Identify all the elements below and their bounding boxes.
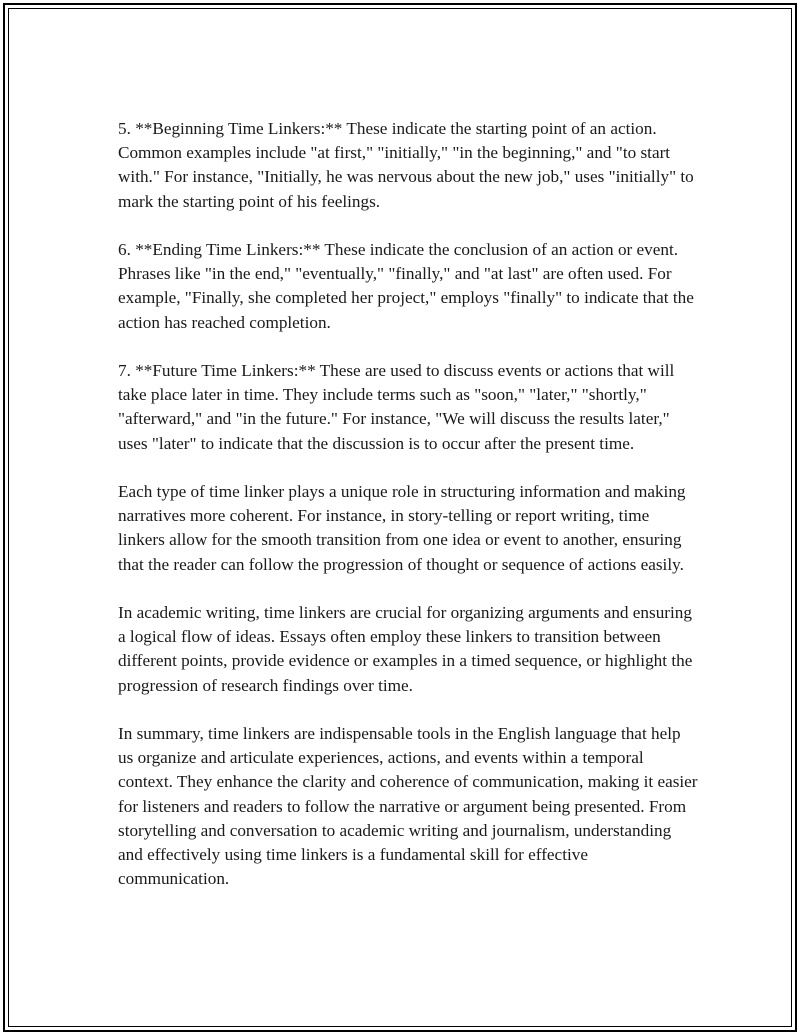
paragraph-summary: In summary, time linkers are indispensable tools in the English language that help us organize and articulate experiences, actions, and events within a temporal context. They enhance the clarity and coherence of communication, making it easier for listeners and readers to follow the narrative or argument being presented. From storytelling and conversation to academic writing and journalism, understanding and effectively using time linkers is a fundamental skill for effective communication. [118, 724, 698, 889]
paragraph-role-of-time-linkers: Each type of time linker plays a unique role in structuring information and making narratives more coherent. For instance, in story-telling or report writing, time linkers allow for the smooth transition from one idea or event to another, ensuring that the reader can follow the progression of thought or sequence of actions easily. [118, 482, 686, 574]
paragraph-ending-time-linkers: 6. **Ending Time Linkers:** These indicate the conclusion of an action or event. Phrases like "in the end," "eventually," "finally," and "at last" are often used. For example, "Finally, she completed her project," employs "finally" to indicate that the action has reached completion. [118, 240, 694, 332]
paragraph-future-time-linkers: 7. **Future Time Linkers:** These are used to discuss events or actions that will take place later in time. They include terms such as "soon," "later," "shortly," "afterward," and "in the future." For instance, "We will discuss the results later," uses "later" to indicate that the discussion is to occur after the present time. [118, 361, 675, 453]
document-body [118, 117, 698, 916]
paragraph-beginning-time-linkers: 5. **Beginning Time Linkers:** These indicate the starting point of an action. Common examples include "at first," "initially," "in the beginning," and "to start with." For instance, "Initially, he was nervous about the new job," uses "initially" to mark the starting point of his feelings. [118, 119, 694, 211]
paragraph-academic-writing: In academic writing, time linkers are crucial for organizing arguments and ensuring a logical flow of ideas. Essays often employ these linkers to transition between different points, provide evidence or examples in a timed sequence, or highlight the progression of research findings over time. [118, 603, 693, 695]
